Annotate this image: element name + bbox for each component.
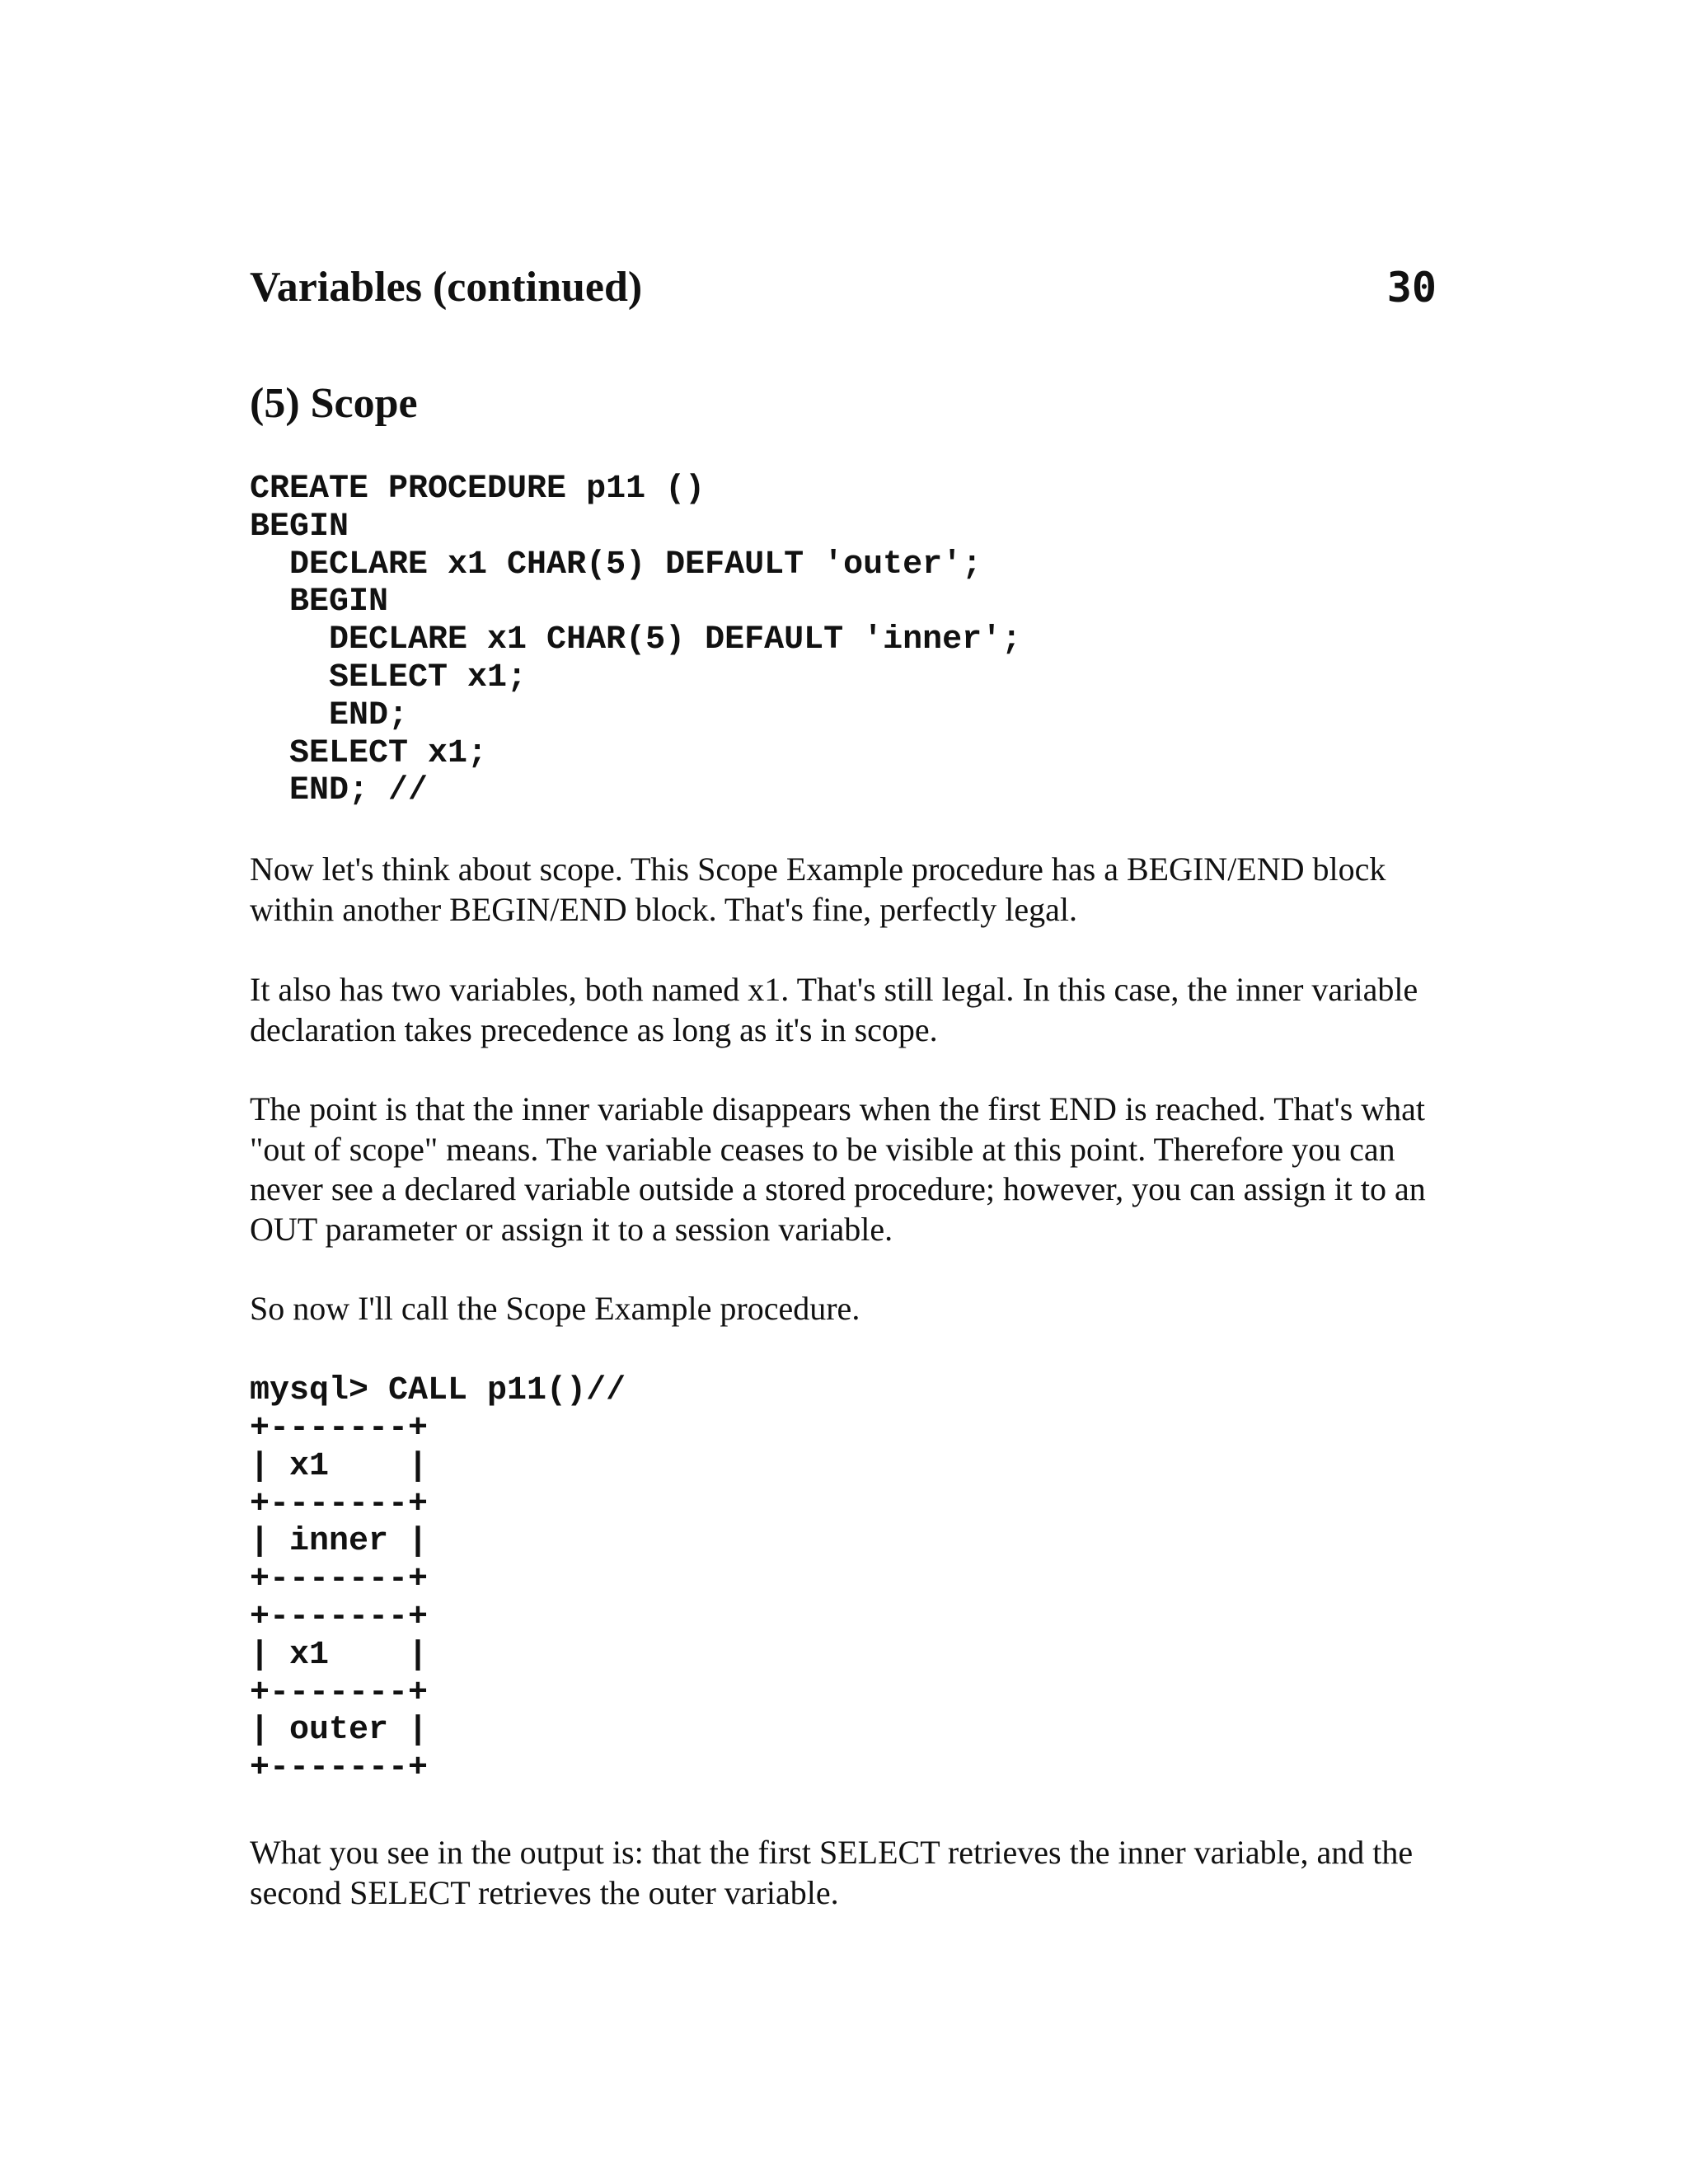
result-line: +-------+ bbox=[250, 1598, 429, 1636]
result-line: | outer | bbox=[250, 1712, 429, 1750]
code-line: BEGIN bbox=[250, 583, 389, 621]
paragraph-call-intro bbox=[250, 1289, 1438, 1329]
paragraph-line: So now I'll call the Scope Example procedure. bbox=[250, 1290, 860, 1327]
code-line: END; bbox=[250, 696, 409, 734]
code-line: END; // bbox=[250, 772, 429, 810]
page-header bbox=[250, 259, 1438, 316]
page-number: 30 bbox=[1386, 264, 1437, 312]
result-line: | inner | bbox=[250, 1523, 429, 1561]
paragraph-scope-intro bbox=[250, 850, 1438, 930]
paragraph-line: What you see in the output is: that the first SELECT retrieves the inner variable, and the bbox=[250, 1834, 1414, 1871]
code-line: CREATE PROCEDURE p11 () bbox=[250, 471, 706, 508]
paragraph-output-explanation bbox=[250, 1833, 1438, 1913]
paragraph-line: Now let's think about scope. This Scope Example procedure has a BEGIN/END block bbox=[250, 851, 1386, 888]
page-header-title: Variables (continued) bbox=[250, 264, 643, 311]
result-table bbox=[250, 1410, 428, 1788]
paragraph-line: within another BEGIN/END block. That's fine, perfectly legal. bbox=[250, 890, 1077, 928]
paragraph-out-of-scope bbox=[250, 1090, 1438, 1249]
result-line: | x1 | bbox=[250, 1636, 429, 1674]
result-line: +-------+ bbox=[250, 1561, 429, 1599]
result-line: +-------+ bbox=[250, 1674, 429, 1712]
paragraph-line: second SELECT retrieves the outer variable. bbox=[250, 1873, 839, 1911]
result-line: +-------+ bbox=[250, 1750, 429, 1788]
paragraph-line: It also has two variables, both named x1. That's still legal. In this case, the inner variable bbox=[250, 971, 1418, 1008]
code-line: mysql> CALL p11()// bbox=[250, 1372, 626, 1409]
paragraph-line: The point is that the inner variable disappears when the first END is reached. That's what bbox=[250, 1090, 1426, 1127]
code-line: DECLARE x1 CHAR(5) DEFAULT 'inner'; bbox=[250, 621, 1022, 659]
result-line: +-------+ bbox=[250, 1485, 429, 1523]
paragraph-line: OUT parameter or assign it to a session variable. bbox=[250, 1210, 893, 1248]
paragraph-two-variables bbox=[250, 970, 1438, 1050]
code-line: SELECT x1; bbox=[250, 658, 528, 696]
section-title: (5) Scope bbox=[250, 380, 418, 427]
paragraph-line: declaration takes precedence as long as it's in scope. bbox=[250, 1010, 938, 1048]
result-line: | x1 | bbox=[250, 1447, 429, 1485]
procedure-code-block bbox=[250, 471, 1021, 810]
code-line: SELECT x1; bbox=[250, 734, 488, 772]
paragraph-line: "out of scope" means. The variable ceases to be visible at this point. Therefore you can bbox=[250, 1130, 1395, 1168]
code-line: BEGIN bbox=[250, 508, 349, 546]
paragraph-line: never see a declared variable outside a stored procedure; however, you can assign it to an bbox=[250, 1170, 1426, 1207]
call-command bbox=[250, 1372, 626, 1410]
document-page bbox=[250, 0, 1438, 2184]
code-line: DECLARE x1 CHAR(5) DEFAULT 'outer'; bbox=[250, 546, 982, 583]
result-line: +-------+ bbox=[250, 1410, 429, 1447]
